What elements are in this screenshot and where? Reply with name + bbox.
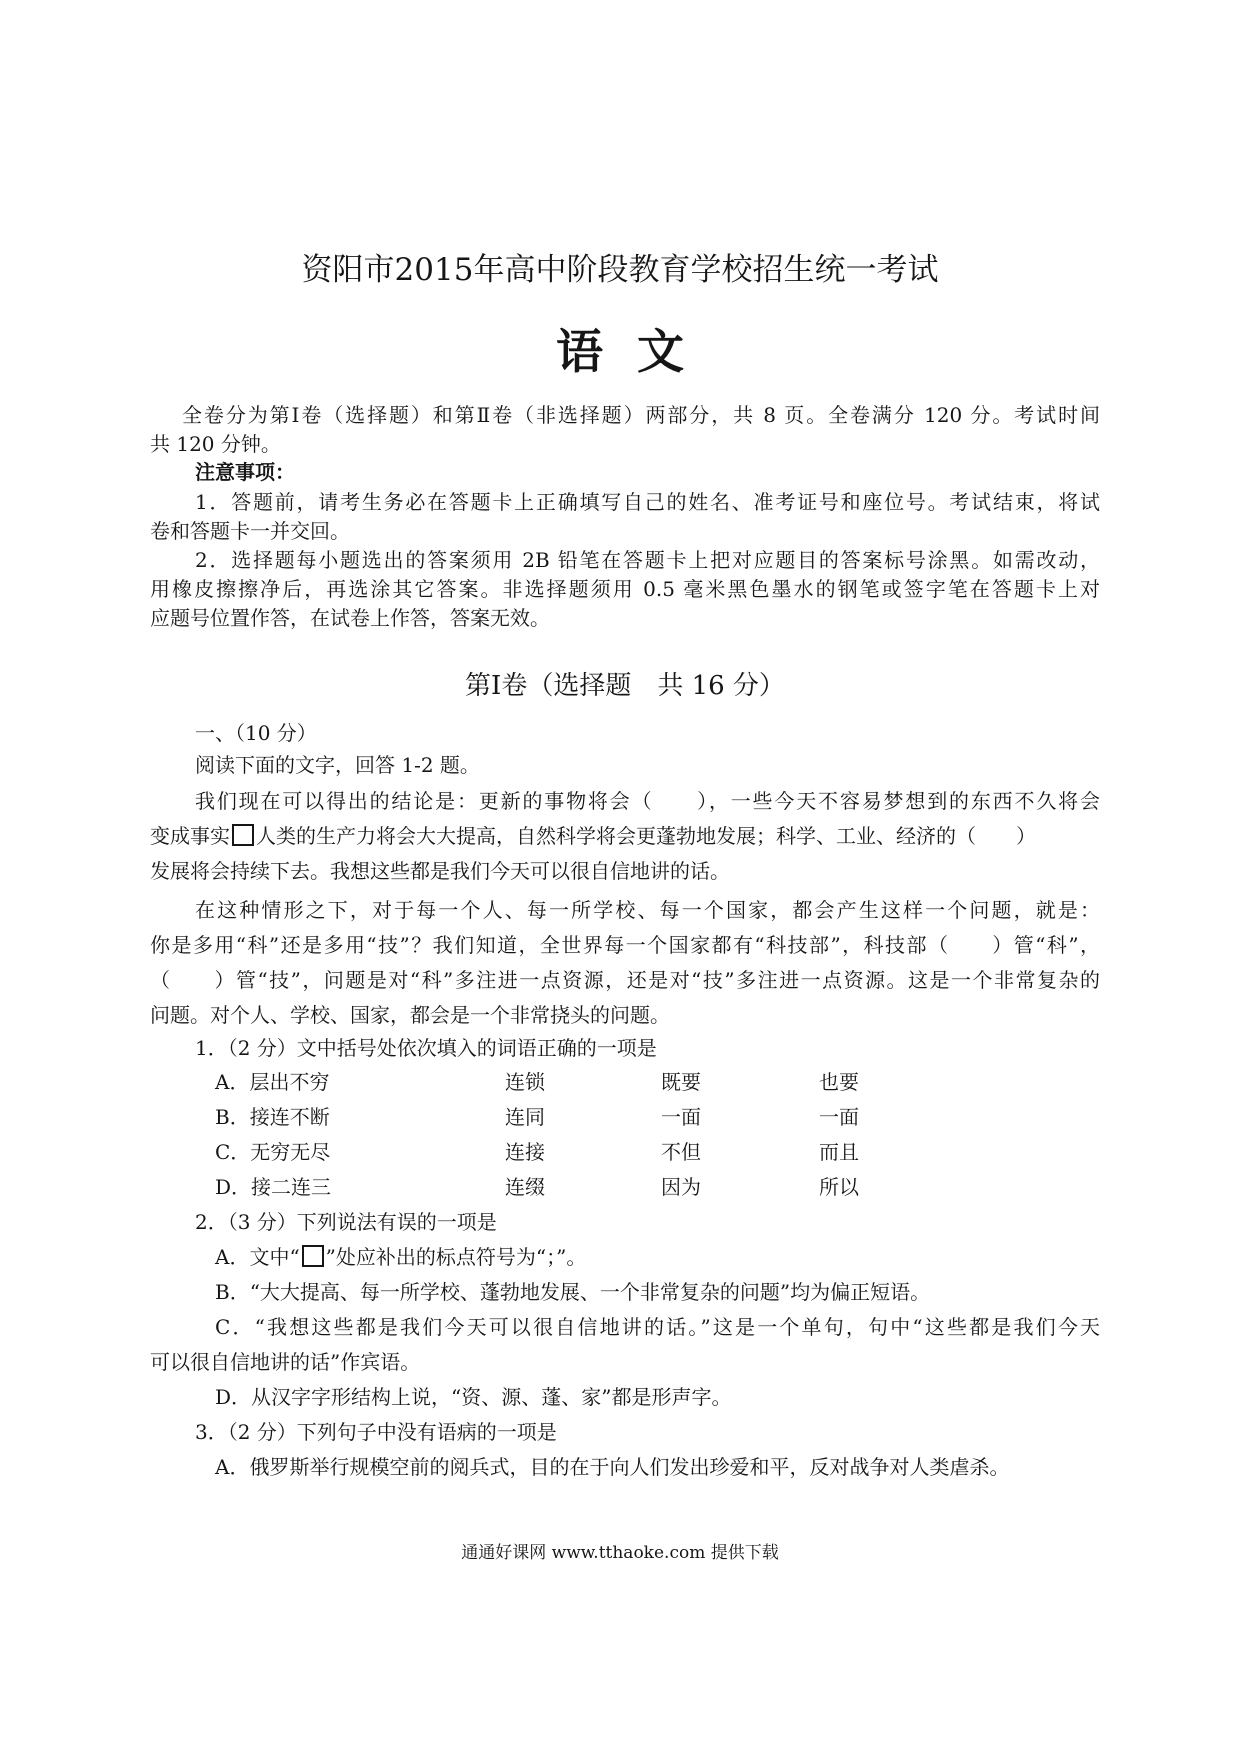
option-word-2: 连缀: [505, 1175, 545, 1199]
question-1-stem: 1．（2 分）文中括号处依次填入的词语正确的一项是: [195, 1036, 657, 1060]
intro-line-1: 全卷分为第Ⅰ卷（选择题）和第Ⅱ卷（非选择题）两部分，共 8 页。全卷满分 120 分。考试时间: [182, 403, 1100, 427]
option-word-2: 连锁: [505, 1070, 545, 1094]
question-1-option-c: [215, 1137, 1015, 1167]
note-2-line-1: 2．选择题每小题选出的答案须用 2B 铅笔在答题卡上把对应题目的答案标号涂黑。如需改动，: [195, 548, 1100, 572]
passage-p1-line-2: [150, 821, 1100, 851]
option-word-4: 所以: [819, 1175, 859, 1199]
question-2-stem: 2．（3 分）下列说法有误的一项是: [195, 1210, 497, 1234]
section-1-title: 第Ⅰ卷（选择题 共 16 分）: [465, 671, 785, 701]
passage-p1-line-3: 发展将会持续下去。我想这些都是我们今天可以很自信地讲的话。: [150, 859, 730, 883]
passage-p1-line-1: 我们现在可以得出的结论是：更新的事物将会（ ），一些今天不容易梦想到的东西不久将会: [195, 789, 1100, 813]
question-2-option-a: [215, 1242, 586, 1272]
option-word-4: 一面: [819, 1105, 859, 1129]
question-1-option-a: [215, 1067, 1015, 1097]
notes-heading: 注意事项：: [195, 460, 295, 484]
option-label: B．接连不断: [215, 1105, 330, 1129]
punctuation-blank-box: [232, 824, 254, 846]
passage-p2-line-4: 问题。对个人、学校、国家，都会是一个非常挠头的问题。: [150, 1003, 670, 1027]
option-word-3: 一面: [661, 1105, 701, 1129]
note-1-line-2: 卷和答题卡一并交回。: [150, 519, 350, 543]
question-2-option-c-line-1: C．“我想这些都是我们今天可以很自信地讲的话。”这是一个单句，句中“这些都是我们今天: [215, 1315, 1100, 1339]
page-footer: 通通好课网 www.tthaoke.com 提供下载: [461, 1543, 779, 1563]
reading-instruction: 阅读下面的文字，回答 1-2 题。: [195, 753, 480, 777]
option-word-4: 也要: [819, 1070, 859, 1094]
option-word-4: 而且: [819, 1140, 859, 1164]
exam-title: 资阳市2015年高中阶段教育学校招生统一考试: [301, 252, 939, 288]
question-2-option-d: D．从汉字字形结构上说，“资、源、蓬、家”都是形声字。: [215, 1385, 732, 1409]
passage-p1-line-2-end: 人类的生产力将会大大提高，自然科学将会更蓬勃地发展；科学、工业、经济的（ ）: [256, 824, 1036, 848]
part-1-heading: 一、（10 分）: [195, 721, 317, 745]
question-2-option-b: B．“大大提高、每一所学校、蓬勃地发展、一个非常复杂的问题”均为偏正短语。: [215, 1280, 931, 1304]
question-1-option-d: [215, 1172, 1015, 1202]
punctuation-blank-box: [302, 1245, 324, 1267]
question-2-option-a-start: A．文中“: [215, 1245, 300, 1269]
option-label: D．接二连三: [215, 1175, 332, 1199]
option-word-3: 因为: [661, 1175, 701, 1199]
passage-p1-line-2-start: 变成事实: [150, 824, 230, 848]
question-1-option-b: [215, 1102, 1015, 1132]
option-label: C．无穷无尽: [215, 1140, 331, 1164]
option-word-3: 不但: [661, 1140, 701, 1164]
option-word-2: 连同: [505, 1105, 545, 1129]
option-label: A．层出不穷: [215, 1070, 330, 1094]
option-word-2: 连接: [505, 1140, 545, 1164]
subject-title: 语文: [556, 325, 718, 380]
question-2-option-a-end: ”处应补出的标点符号为“；”。: [325, 1245, 587, 1269]
note-2-line-2: 用橡皮擦擦净后，再选涂其它答案。非选择题须用 0.5 毫米黑色墨水的钢笔或签字笔在答题卡上对: [150, 577, 1100, 601]
option-word-3: 既要: [661, 1070, 701, 1094]
passage-p2-line-2: 你是多用“科”还是多用“技”？我们知道，全世界每一个国家都有“科技部”，科技部（ ）管“科”，: [150, 933, 1100, 957]
passage-p2-line-1: 在这种情形之下，对于每一个人、每一所学校、每一个国家，都会产生这样一个问题，就是：: [195, 898, 1100, 922]
question-3-stem: 3．（2 分）下列句子中没有语病的一项是: [195, 1420, 557, 1444]
intro-line-2: 共 120 分钟。: [150, 432, 281, 456]
note-1-line-1: 1．答题前，请考生务必在答题卡上正确填写自己的姓名、准考证号和座位号。考试结束，将试: [195, 490, 1100, 514]
question-3-option-a: A．俄罗斯举行规模空前的阅兵式，目的在于向人们发出珍爱和平，反对战争对人类虐杀。: [215, 1455, 1010, 1479]
note-2-line-3: 应题号位置作答，在试卷上作答，答案无效。: [150, 606, 550, 630]
question-2-option-c-line-2: 可以很自信地讲的话”作宾语。: [150, 1350, 421, 1374]
passage-p2-line-3: （ ）管“技”，问题是对“科”多注进一点资源，还是对“技”多注进一点资源。这是一个非常复杂的: [150, 968, 1100, 992]
